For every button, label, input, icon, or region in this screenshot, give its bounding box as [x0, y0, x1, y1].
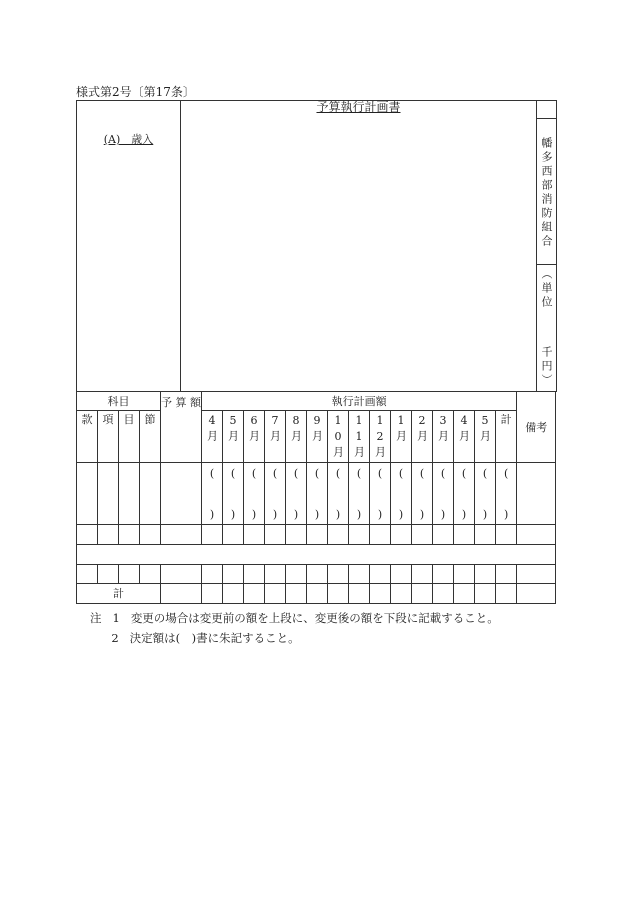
amount-cell[interactable]: ( )	[244, 463, 265, 525]
blank-cell[interactable]	[496, 565, 517, 584]
amount-cell[interactable]: ( )	[307, 463, 328, 525]
total-cell[interactable]	[517, 584, 556, 604]
note-prefix: 注	[90, 611, 102, 625]
moku-cell[interactable]	[119, 463, 140, 525]
budget-table	[76, 391, 556, 604]
setsu-cell[interactable]	[140, 463, 161, 525]
unit-label-bottom: 千円）	[540, 346, 553, 388]
unit-label-top: （単位	[540, 268, 553, 310]
title-block	[76, 100, 557, 392]
blank-cell[interactable]	[412, 565, 433, 584]
blank-cell[interactable]	[98, 525, 119, 545]
amount-cell[interactable]: ( )	[496, 463, 517, 525]
total-cell[interactable]	[370, 584, 391, 604]
total-cell[interactable]	[161, 584, 202, 604]
moku-header: 目	[119, 411, 140, 463]
month-header: 10月	[328, 411, 349, 463]
blank-cell[interactable]	[370, 565, 391, 584]
blank-cell[interactable]	[244, 565, 265, 584]
document-title: 予算執行計画書	[316, 100, 401, 114]
amount-cell[interactable]: ( )	[328, 463, 349, 525]
remarks-header: 備考	[517, 392, 556, 463]
note-2	[104, 630, 300, 646]
month-header: 1月	[391, 411, 412, 463]
blank-cell[interactable]	[307, 565, 328, 584]
blank-cell[interactable]	[119, 565, 140, 584]
blank-cell[interactable]	[475, 525, 496, 545]
kou-header: 項	[98, 411, 119, 463]
blank-cell[interactable]	[140, 525, 161, 545]
corner-cell	[537, 101, 557, 119]
blank-cell[interactable]	[412, 525, 433, 545]
blank-cell[interactable]	[265, 565, 286, 584]
blank-cell[interactable]	[349, 525, 370, 545]
blank-cell[interactable]	[140, 565, 161, 584]
blank-cell[interactable]	[161, 565, 202, 584]
blank-cell[interactable]	[286, 565, 307, 584]
blank-cell[interactable]	[475, 565, 496, 584]
month-header: 9月	[307, 411, 328, 463]
month-header: 5月	[475, 411, 496, 463]
section-cell	[77, 101, 181, 392]
organization-name: 幡多西部消防組合	[540, 136, 553, 249]
month-header: 3月	[433, 411, 454, 463]
total-cell[interactable]	[307, 584, 328, 604]
amount-cell[interactable]: ( )	[370, 463, 391, 525]
note-text: 変更の場合は変更前の額を上段に、変更後の額を下段に記載すること。	[130, 611, 499, 625]
blank-cell[interactable]	[223, 565, 244, 584]
amount-cell[interactable]: ( )	[349, 463, 370, 525]
amount-cell[interactable]: ( )	[412, 463, 433, 525]
note-number: 2	[111, 631, 119, 645]
total-header: 計	[496, 411, 517, 463]
blank-cell[interactable]	[370, 525, 391, 545]
blank-cell[interactable]	[202, 525, 223, 545]
total-cell[interactable]	[328, 584, 349, 604]
total-cell[interactable]	[433, 584, 454, 604]
unit-cell	[537, 265, 557, 392]
total-row-label: 計	[77, 584, 161, 604]
blank-cell[interactable]	[433, 525, 454, 545]
total-cell[interactable]	[265, 584, 286, 604]
blank-cell[interactable]	[391, 565, 412, 584]
blank-cell[interactable]	[265, 525, 286, 545]
title-body	[181, 119, 537, 392]
total-cell[interactable]	[412, 584, 433, 604]
total-cell[interactable]	[286, 584, 307, 604]
note-text: 決定額は( )書に朱記すること。	[129, 631, 300, 645]
full-width-row[interactable]	[77, 545, 556, 565]
blank-cell[interactable]	[286, 525, 307, 545]
plan-amount-header: 執行計画額	[202, 392, 517, 411]
kan-header: 款	[77, 411, 98, 463]
title-cell	[181, 101, 537, 119]
kou-cell[interactable]	[98, 463, 119, 525]
blank-cell[interactable]	[244, 525, 265, 545]
kan-cell[interactable]	[77, 463, 98, 525]
total-cell[interactable]	[349, 584, 370, 604]
amount-cell[interactable]: ( )	[286, 463, 307, 525]
amount-cell[interactable]: ( )	[475, 463, 496, 525]
blank-cell[interactable]	[433, 565, 454, 584]
blank-cell[interactable]	[328, 565, 349, 584]
amount-cell[interactable]: ( )	[265, 463, 286, 525]
month-header: 12月	[370, 411, 391, 463]
month-header: 7月	[265, 411, 286, 463]
total-cell[interactable]	[244, 584, 265, 604]
blank-cell[interactable]	[454, 525, 475, 545]
blank-cell[interactable]	[202, 565, 223, 584]
blank-cell[interactable]	[496, 525, 517, 545]
total-cell[interactable]	[202, 584, 223, 604]
blank-cell[interactable]	[98, 565, 119, 584]
blank-cell[interactable]	[77, 525, 98, 545]
budget-cell[interactable]	[161, 463, 202, 525]
amount-cell[interactable]: ( )	[454, 463, 475, 525]
month-header: 6月	[244, 411, 265, 463]
blank-cell[interactable]	[307, 525, 328, 545]
remarks-cell[interactable]	[517, 463, 556, 525]
total-cell[interactable]	[496, 584, 517, 604]
amount-cell[interactable]: ( )	[433, 463, 454, 525]
month-header: 4月	[202, 411, 223, 463]
blank-cell[interactable]	[454, 565, 475, 584]
blank-cell[interactable]	[161, 525, 202, 545]
total-cell[interactable]	[391, 584, 412, 604]
subject-header: 科目	[77, 392, 161, 411]
setsu-header: 節	[140, 411, 161, 463]
organization-cell	[537, 119, 557, 265]
amount-cell[interactable]: ( )	[391, 463, 412, 525]
month-header: 4月	[454, 411, 475, 463]
budget-header: 予 算 額	[161, 392, 202, 463]
section-label: (A) 歳入	[103, 133, 154, 146]
blank-cell[interactable]	[119, 525, 140, 545]
month-header: 2月	[412, 411, 433, 463]
blank-cell[interactable]	[77, 565, 98, 584]
amount-cell[interactable]: ( )	[202, 463, 223, 525]
total-cell[interactable]	[475, 584, 496, 604]
month-header: 11月	[349, 411, 370, 463]
blank-cell[interactable]	[223, 525, 244, 545]
blank-cell[interactable]	[517, 565, 556, 584]
blank-cell[interactable]	[391, 525, 412, 545]
amount-cell[interactable]: ( )	[223, 463, 244, 525]
total-cell[interactable]	[454, 584, 475, 604]
form-number: 様式第2号〔第17条〕	[76, 85, 195, 99]
note-1	[90, 610, 499, 626]
month-header: 5月	[223, 411, 244, 463]
month-header: 8月	[286, 411, 307, 463]
note-number: 1	[112, 611, 120, 625]
blank-cell[interactable]	[328, 525, 349, 545]
total-cell[interactable]	[223, 584, 244, 604]
blank-cell[interactable]	[517, 525, 556, 545]
blank-cell[interactable]	[349, 565, 370, 584]
